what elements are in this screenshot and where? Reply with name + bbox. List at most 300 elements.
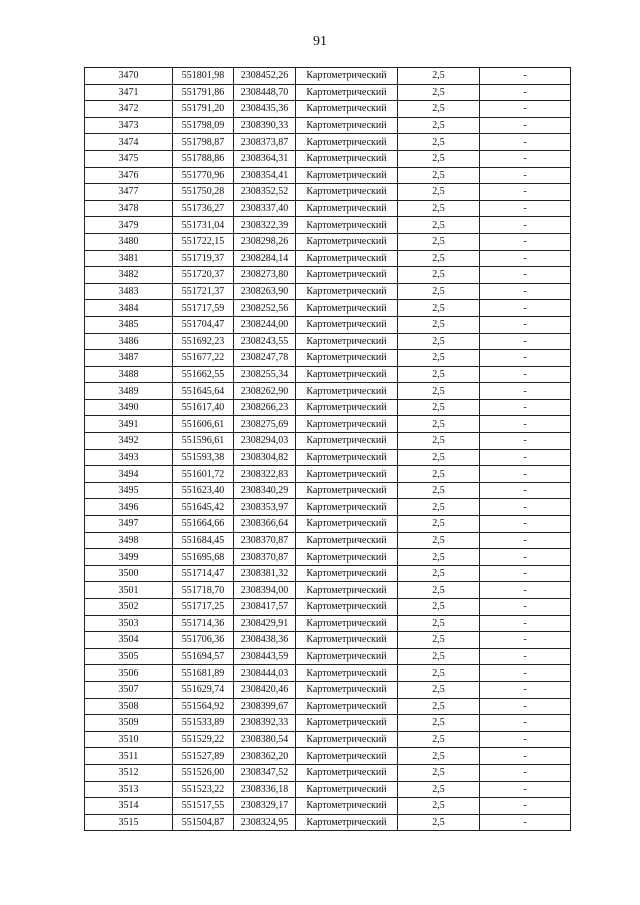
x-coordinate-cell: 551684,45: [173, 532, 234, 549]
table-row: [85, 416, 571, 433]
accuracy-cell: 2,5: [398, 516, 480, 533]
method-cell: Картометрический: [296, 814, 398, 831]
point-number-cell: 3510: [85, 731, 173, 748]
table-row: [85, 433, 571, 450]
accuracy-cell: 2,5: [398, 449, 480, 466]
table-row: [85, 764, 571, 781]
point-number-cell: 3506: [85, 665, 173, 682]
method-cell: Картометрический: [296, 68, 398, 85]
x-coordinate-cell: 551791,86: [173, 84, 234, 101]
x-coordinate-cell: 551529,22: [173, 731, 234, 748]
point-number-cell: 3482: [85, 267, 173, 284]
point-number-cell: 3505: [85, 648, 173, 665]
y-coordinate-cell: 2308337,40: [234, 200, 296, 217]
y-coordinate-cell: 2308352,52: [234, 184, 296, 201]
point-number-cell: 3513: [85, 781, 173, 798]
method-cell: Картометрический: [296, 532, 398, 549]
x-coordinate-cell: 551722,15: [173, 233, 234, 250]
y-coordinate-cell: 2308353,97: [234, 499, 296, 516]
method-cell: Картометрический: [296, 798, 398, 815]
point-number-cell: 3475: [85, 150, 173, 167]
point-number-cell: 3486: [85, 333, 173, 350]
accuracy-cell: 2,5: [398, 68, 480, 85]
accuracy-cell: 2,5: [398, 764, 480, 781]
note-cell: -: [480, 68, 571, 85]
accuracy-cell: 2,5: [398, 200, 480, 217]
method-cell: Картометрический: [296, 698, 398, 715]
method-cell: Картометрический: [296, 350, 398, 367]
point-number-cell: 3489: [85, 383, 173, 400]
point-number-cell: 3479: [85, 217, 173, 234]
method-cell: Картометрический: [296, 599, 398, 616]
table-row: [85, 300, 571, 317]
point-number-cell: 3476: [85, 167, 173, 184]
table-row: [85, 449, 571, 466]
table-row: [85, 366, 571, 383]
point-number-cell: 3485: [85, 316, 173, 333]
table-row: [85, 283, 571, 300]
accuracy-cell: 2,5: [398, 217, 480, 234]
table-row: [85, 632, 571, 649]
note-cell: -: [480, 101, 571, 118]
point-number-cell: 3484: [85, 300, 173, 317]
method-cell: Картометрический: [296, 466, 398, 483]
accuracy-cell: 2,5: [398, 698, 480, 715]
note-cell: -: [480, 433, 571, 450]
method-cell: Картометрический: [296, 316, 398, 333]
table-row: [85, 134, 571, 151]
x-coordinate-cell: 551714,47: [173, 565, 234, 582]
accuracy-cell: 2,5: [398, 681, 480, 698]
note-cell: -: [480, 84, 571, 101]
y-coordinate-cell: 2308370,87: [234, 549, 296, 566]
x-coordinate-cell: 551593,38: [173, 449, 234, 466]
x-coordinate-cell: 551717,25: [173, 599, 234, 616]
method-cell: Картометрический: [296, 283, 398, 300]
accuracy-cell: 2,5: [398, 84, 480, 101]
page-number: 91: [313, 34, 327, 49]
note-cell: -: [480, 350, 571, 367]
method-cell: Картометрический: [296, 267, 398, 284]
table-row: [85, 68, 571, 85]
point-number-cell: 3514: [85, 798, 173, 815]
x-coordinate-cell: 551681,89: [173, 665, 234, 682]
note-cell: -: [480, 416, 571, 433]
table-row: [85, 615, 571, 632]
y-coordinate-cell: 2308366,64: [234, 516, 296, 533]
y-coordinate-cell: 2308262,90: [234, 383, 296, 400]
y-coordinate-cell: 2308244,00: [234, 316, 296, 333]
x-coordinate-cell: 551770,96: [173, 167, 234, 184]
method-cell: Картометрический: [296, 665, 398, 682]
accuracy-cell: 2,5: [398, 648, 480, 665]
table-row: [85, 731, 571, 748]
note-cell: -: [480, 233, 571, 250]
point-number-cell: 3483: [85, 283, 173, 300]
note-cell: -: [480, 333, 571, 350]
accuracy-cell: 2,5: [398, 665, 480, 682]
accuracy-cell: 2,5: [398, 117, 480, 134]
table-row: [85, 499, 571, 516]
note-cell: -: [480, 399, 571, 416]
method-cell: Картометрический: [296, 681, 398, 698]
note-cell: -: [480, 383, 571, 400]
accuracy-cell: 2,5: [398, 383, 480, 400]
method-cell: Картометрический: [296, 632, 398, 649]
table-row: [85, 648, 571, 665]
y-coordinate-cell: 2308284,14: [234, 250, 296, 267]
y-coordinate-cell: 2308417,57: [234, 599, 296, 616]
note-cell: -: [480, 150, 571, 167]
point-number-cell: 3497: [85, 516, 173, 533]
point-number-cell: 3492: [85, 433, 173, 450]
accuracy-cell: 2,5: [398, 549, 480, 566]
table-row: [85, 565, 571, 582]
y-coordinate-cell: 2308362,20: [234, 748, 296, 765]
accuracy-cell: 2,5: [398, 565, 480, 582]
note-cell: -: [480, 267, 571, 284]
table-row: [85, 599, 571, 616]
note-cell: -: [480, 814, 571, 831]
method-cell: Картометрический: [296, 383, 398, 400]
point-number-cell: 3503: [85, 615, 173, 632]
accuracy-cell: 2,5: [398, 184, 480, 201]
accuracy-cell: 2,5: [398, 499, 480, 516]
point-number-cell: 3509: [85, 715, 173, 732]
table-row: [85, 217, 571, 234]
method-cell: Картометрический: [296, 167, 398, 184]
accuracy-cell: 2,5: [398, 300, 480, 317]
y-coordinate-cell: 2308304,82: [234, 449, 296, 466]
y-coordinate-cell: 2308443,59: [234, 648, 296, 665]
y-coordinate-cell: 2308399,67: [234, 698, 296, 715]
table-row: [85, 84, 571, 101]
accuracy-cell: 2,5: [398, 615, 480, 632]
x-coordinate-cell: 551694,57: [173, 648, 234, 665]
method-cell: Картометрический: [296, 549, 398, 566]
point-number-cell: 3499: [85, 549, 173, 566]
method-cell: Картометрический: [296, 615, 398, 632]
table-row: [85, 117, 571, 134]
point-number-cell: 3496: [85, 499, 173, 516]
x-coordinate-cell: 551695,68: [173, 549, 234, 566]
note-cell: -: [480, 615, 571, 632]
x-coordinate-cell: 551798,09: [173, 117, 234, 134]
point-number-cell: 3474: [85, 134, 173, 151]
table-row: [85, 267, 571, 284]
accuracy-cell: 2,5: [398, 267, 480, 284]
y-coordinate-cell: 2308392,33: [234, 715, 296, 732]
note-cell: -: [480, 731, 571, 748]
table-row: [85, 167, 571, 184]
y-coordinate-cell: 2308322,39: [234, 217, 296, 234]
table-row: [85, 383, 571, 400]
note-cell: -: [480, 200, 571, 217]
x-coordinate-cell: 551517,55: [173, 798, 234, 815]
accuracy-cell: 2,5: [398, 167, 480, 184]
y-coordinate-cell: 2308438,36: [234, 632, 296, 649]
x-coordinate-cell: 551533,89: [173, 715, 234, 732]
table-row: [85, 781, 571, 798]
accuracy-cell: 2,5: [398, 715, 480, 732]
accuracy-cell: 2,5: [398, 350, 480, 367]
table-row: [85, 316, 571, 333]
method-cell: Картометрический: [296, 449, 398, 466]
y-coordinate-cell: 2308370,87: [234, 532, 296, 549]
table-row: [85, 333, 571, 350]
note-cell: -: [480, 283, 571, 300]
note-cell: -: [480, 167, 571, 184]
x-coordinate-cell: 551692,23: [173, 333, 234, 350]
note-cell: -: [480, 748, 571, 765]
note-cell: -: [480, 117, 571, 134]
accuracy-cell: 2,5: [398, 482, 480, 499]
y-coordinate-cell: 2308273,80: [234, 267, 296, 284]
method-cell: Картометрический: [296, 84, 398, 101]
point-number-cell: 3512: [85, 764, 173, 781]
point-number-cell: 3494: [85, 466, 173, 483]
method-cell: Картометрический: [296, 250, 398, 267]
note-cell: -: [480, 532, 571, 549]
accuracy-cell: 2,5: [398, 798, 480, 815]
method-cell: Картометрический: [296, 482, 398, 499]
y-coordinate-cell: 2308263,90: [234, 283, 296, 300]
point-number-cell: 3477: [85, 184, 173, 201]
point-number-cell: 3480: [85, 233, 173, 250]
point-number-cell: 3487: [85, 350, 173, 367]
method-cell: Картометрический: [296, 565, 398, 582]
x-coordinate-cell: 551623,40: [173, 482, 234, 499]
method-cell: Картометрический: [296, 433, 398, 450]
accuracy-cell: 2,5: [398, 101, 480, 118]
note-cell: -: [480, 466, 571, 483]
method-cell: Картометрический: [296, 200, 398, 217]
point-number-cell: 3495: [85, 482, 173, 499]
y-coordinate-cell: 2308298,26: [234, 233, 296, 250]
method-cell: Картометрический: [296, 117, 398, 134]
accuracy-cell: 2,5: [398, 333, 480, 350]
note-cell: -: [480, 681, 571, 698]
y-coordinate-cell: 2308347,52: [234, 764, 296, 781]
accuracy-cell: 2,5: [398, 731, 480, 748]
x-coordinate-cell: 551564,92: [173, 698, 234, 715]
y-coordinate-cell: 2308243,55: [234, 333, 296, 350]
table-row: [85, 233, 571, 250]
accuracy-cell: 2,5: [398, 814, 480, 831]
table-row: [85, 184, 571, 201]
point-number-cell: 3472: [85, 101, 173, 118]
method-cell: Картометрический: [296, 184, 398, 201]
method-cell: Картометрический: [296, 101, 398, 118]
accuracy-cell: 2,5: [398, 599, 480, 616]
y-coordinate-cell: 2308255,34: [234, 366, 296, 383]
method-cell: Картометрический: [296, 333, 398, 350]
accuracy-cell: 2,5: [398, 134, 480, 151]
point-number-cell: 3508: [85, 698, 173, 715]
accuracy-cell: 2,5: [398, 433, 480, 450]
note-cell: -: [480, 366, 571, 383]
accuracy-cell: 2,5: [398, 416, 480, 433]
x-coordinate-cell: 551645,64: [173, 383, 234, 400]
accuracy-cell: 2,5: [398, 283, 480, 300]
y-coordinate-cell: 2308380,54: [234, 731, 296, 748]
table-row: [85, 814, 571, 831]
x-coordinate-cell: 551704,47: [173, 316, 234, 333]
x-coordinate-cell: 551718,70: [173, 582, 234, 599]
x-coordinate-cell: 551736,27: [173, 200, 234, 217]
x-coordinate-cell: 551719,37: [173, 250, 234, 267]
method-cell: Картометрический: [296, 300, 398, 317]
x-coordinate-cell: 551504,87: [173, 814, 234, 831]
x-coordinate-cell: 551721,37: [173, 283, 234, 300]
y-coordinate-cell: 2308275,69: [234, 416, 296, 433]
point-number-cell: 3511: [85, 748, 173, 765]
method-cell: Картометрический: [296, 217, 398, 234]
y-coordinate-cell: 2308364,31: [234, 150, 296, 167]
table-row: [85, 250, 571, 267]
note-cell: -: [480, 549, 571, 566]
accuracy-cell: 2,5: [398, 366, 480, 383]
x-coordinate-cell: 551731,04: [173, 217, 234, 234]
x-coordinate-cell: 551662,55: [173, 366, 234, 383]
note-cell: -: [480, 134, 571, 151]
y-coordinate-cell: 2308435,36: [234, 101, 296, 118]
y-coordinate-cell: 2308340,29: [234, 482, 296, 499]
accuracy-cell: 2,5: [398, 632, 480, 649]
x-coordinate-cell: 551750,28: [173, 184, 234, 201]
y-coordinate-cell: 2308420,46: [234, 681, 296, 698]
accuracy-cell: 2,5: [398, 781, 480, 798]
point-number-cell: 3498: [85, 532, 173, 549]
note-cell: -: [480, 648, 571, 665]
point-number-cell: 3491: [85, 416, 173, 433]
method-cell: Картометрический: [296, 748, 398, 765]
y-coordinate-cell: 2308390,33: [234, 117, 296, 134]
table-row: [85, 516, 571, 533]
note-cell: -: [480, 516, 571, 533]
note-cell: -: [480, 499, 571, 516]
table-row: [85, 665, 571, 682]
note-cell: -: [480, 300, 571, 317]
y-coordinate-cell: 2308373,87: [234, 134, 296, 151]
note-cell: -: [480, 316, 571, 333]
x-coordinate-cell: 551526,00: [173, 764, 234, 781]
method-cell: Картометрический: [296, 648, 398, 665]
y-coordinate-cell: 2308266,23: [234, 399, 296, 416]
point-number-cell: 3473: [85, 117, 173, 134]
accuracy-cell: 2,5: [398, 748, 480, 765]
table-row: [85, 466, 571, 483]
note-cell: -: [480, 632, 571, 649]
x-coordinate-cell: 551714,36: [173, 615, 234, 632]
coordinates-table-body: [85, 68, 571, 831]
note-cell: -: [480, 781, 571, 798]
table-row: [85, 399, 571, 416]
accuracy-cell: 2,5: [398, 316, 480, 333]
table-row: [85, 150, 571, 167]
x-coordinate-cell: 551706,36: [173, 632, 234, 649]
table-row: [85, 715, 571, 732]
point-number-cell: 3488: [85, 366, 173, 383]
coordinates-table: [84, 67, 571, 831]
method-cell: Картометрический: [296, 150, 398, 167]
point-number-cell: 3470: [85, 68, 173, 85]
y-coordinate-cell: 2308448,70: [234, 84, 296, 101]
accuracy-cell: 2,5: [398, 582, 480, 599]
accuracy-cell: 2,5: [398, 532, 480, 549]
x-coordinate-cell: 551798,87: [173, 134, 234, 151]
point-number-cell: 3502: [85, 599, 173, 616]
note-cell: -: [480, 599, 571, 616]
table-row: [85, 482, 571, 499]
point-number-cell: 3515: [85, 814, 173, 831]
point-number-cell: 3504: [85, 632, 173, 649]
y-coordinate-cell: 2308252,56: [234, 300, 296, 317]
x-coordinate-cell: 551617,40: [173, 399, 234, 416]
y-coordinate-cell: 2308381,32: [234, 565, 296, 582]
note-cell: -: [480, 665, 571, 682]
accuracy-cell: 2,5: [398, 466, 480, 483]
y-coordinate-cell: 2308324,95: [234, 814, 296, 831]
method-cell: Картометрический: [296, 134, 398, 151]
note-cell: -: [480, 798, 571, 815]
x-coordinate-cell: 551601,72: [173, 466, 234, 483]
table-row: [85, 748, 571, 765]
x-coordinate-cell: 551596,61: [173, 433, 234, 450]
table-row: [85, 798, 571, 815]
table-row: [85, 698, 571, 715]
method-cell: Картометрический: [296, 764, 398, 781]
x-coordinate-cell: 551788,86: [173, 150, 234, 167]
y-coordinate-cell: 2308429,91: [234, 615, 296, 632]
y-coordinate-cell: 2308336,18: [234, 781, 296, 798]
method-cell: Картометрический: [296, 416, 398, 433]
note-cell: -: [480, 184, 571, 201]
x-coordinate-cell: 551791,20: [173, 101, 234, 118]
method-cell: Картометрический: [296, 582, 398, 599]
point-number-cell: 3500: [85, 565, 173, 582]
note-cell: -: [480, 565, 571, 582]
y-coordinate-cell: 2308329,17: [234, 798, 296, 815]
x-coordinate-cell: 551606,61: [173, 416, 234, 433]
accuracy-cell: 2,5: [398, 250, 480, 267]
note-cell: -: [480, 764, 571, 781]
method-cell: Картометрический: [296, 233, 398, 250]
note-cell: -: [480, 449, 571, 466]
note-cell: -: [480, 582, 571, 599]
note-cell: -: [480, 482, 571, 499]
x-coordinate-cell: 551527,89: [173, 748, 234, 765]
point-number-cell: 3501: [85, 582, 173, 599]
method-cell: Картометрический: [296, 399, 398, 416]
x-coordinate-cell: 551717,59: [173, 300, 234, 317]
y-coordinate-cell: 2308354,41: [234, 167, 296, 184]
x-coordinate-cell: 551629,74: [173, 681, 234, 698]
x-coordinate-cell: 551720,37: [173, 267, 234, 284]
x-coordinate-cell: 551801,98: [173, 68, 234, 85]
method-cell: Картометрический: [296, 499, 398, 516]
y-coordinate-cell: 2308247,78: [234, 350, 296, 367]
method-cell: Картометрический: [296, 781, 398, 798]
x-coordinate-cell: 551523,22: [173, 781, 234, 798]
accuracy-cell: 2,5: [398, 233, 480, 250]
table-row: [85, 532, 571, 549]
point-number-cell: 3507: [85, 681, 173, 698]
x-coordinate-cell: 551664,66: [173, 516, 234, 533]
method-cell: Картометрический: [296, 366, 398, 383]
table-row: [85, 681, 571, 698]
method-cell: Картометрический: [296, 731, 398, 748]
